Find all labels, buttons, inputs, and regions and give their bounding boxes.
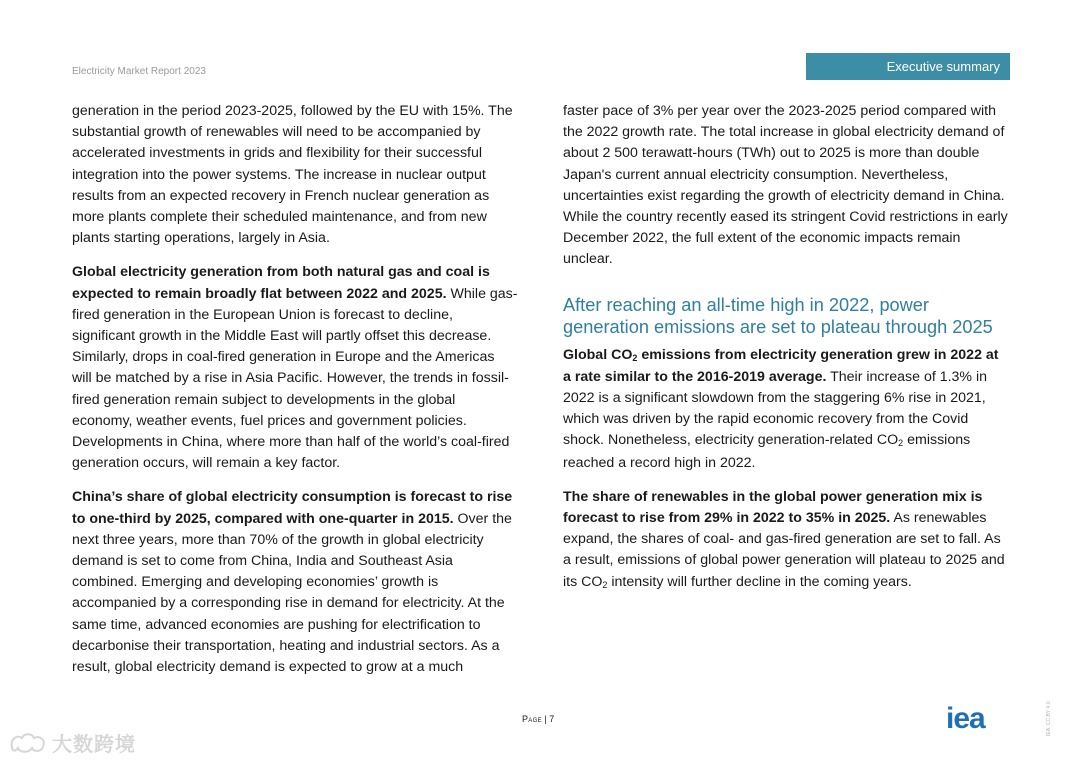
watermark-text: 大数跨境	[52, 734, 136, 756]
right-p3-bold: The share of renewables in the global power generation mix is forecast to rise from 29% in 2022 to 35% in 2025.	[563, 488, 983, 527]
right-p3-text: As renewables expand, the shares of coal- and gas-fired generation are set to fall. As a result, emissions of global power generation will plateau to 2025 and its CO	[563, 510, 1005, 590]
right-paragraph-1	[563, 101, 1009, 271]
left-p1-text: generation in the period 2023-2025, followed by the EU with 15%. The substantial growth of renewables will need to be accompanied by accelerated investments in grids and flexibility for their successful integration into the power systems. The increase in nuclear output results from an expected recovery in French nuclear generation as more plants complete their scheduled maintenance, and from new plants starting operations, largely in Asia.	[72, 103, 513, 247]
right-paragraph-3: The share of renewables in the global power generation mix is forecast to rise from 29% in 2022 to 35% in 2025. As renewables expand, the shares of coal- and gas-fired generation are set to fall. As a result, emissions of global power generation will plateau to 2025 and its $CO_2$ intensity will further decline in the coming years.	[563, 488, 1005, 590]
report-title: Electricity Market Report 2023	[72, 66, 206, 77]
left-column	[72, 101, 518, 691]
right-p1-text: faster pace of 3% per year over the 2023-2025 period compared with the 2022 growth rate. The total increase in global electricity demand of about 2 500 terawatt-hours (TWh) out to 2025 is more than double Japan's current annual electricity consumption. Nevertheless, uncertainties exist regarding the growth of electricity demand in China. While the country recently eased its stringent Covid restrictions in early December 2022, the full extent of the economic impacts remain unclear.	[563, 103, 1008, 268]
page-number-value: 7	[549, 714, 555, 724]
left-p3-text: Over the next three years, more than 70% of the growth in global electricity demand is set to come from China, India and Southeast Asia combined. Emerging and developing economies’ growth is accompanied by a corresponding rise in demand for electricity. At the same time, advanced economies are pushing for electrification to decarbonise their transportation, heating and industrial sectors. As a result, global electricity demand is expected to grow at a much	[72, 510, 512, 676]
left-paragraph-2	[72, 262, 518, 474]
right-paragraph-2: Global $CO_2$ emissions from electricity generation grew in 2022 at a rate similar to the 2016-2019 average. Their increase of 1.3% in 2022 is a significant slowdown from the staggering 6% rise in 2021, which was driven by the rapid economic recovery from the Covid shock. Nonetheless, electricity generation-related $CO_2$ emissions reached a record high in 2022.	[563, 346, 999, 471]
page-label: Page	[522, 714, 542, 724]
watermark	[8, 728, 136, 757]
iea-logo-icon	[946, 704, 1008, 732]
right-p2-bold: Global $CO_2$ emissions from electricity generation grew in 2022 at a rate similar to the 2016-2019 average.	[563, 346, 999, 385]
svg-text:iea: iea	[946, 704, 985, 732]
left-p2-bold: Global electricity generation from both natural gas and coal is expected to remain broadly flat between 2022 and 2025.	[72, 264, 490, 302]
right-p2-text: Their increase of 1.3% in 2022 is a significant slowdown from the staggering 6% rise in 2021, which was driven by the rapid economic recovery from the Covid shock. Nonetheless, electricity generation-related CO	[563, 368, 988, 449]
left-p3-bold: China’s share of global electricity consumption is forecast to rise to one-third by 2025, compared with one-quarter in 2015.	[72, 489, 513, 527]
left-paragraph-3	[72, 487, 518, 678]
section-heading: After reaching an all-time high in 2022, power generation emissions are set to plateau through 2025	[563, 294, 993, 338]
license-text: IEA. CC BY 4.0.	[1046, 700, 1052, 736]
section-tab: Executive summary	[806, 53, 1010, 80]
page-number: Page | 7	[522, 714, 555, 724]
left-p2-text: While gas-fired generation in the European Union is forecast to decline, significant growth in the Middle East will partly offset this decrease. Similarly, drops in coal-fired generation in Europe and the Americas will be matched by a rise in Asia Pacific. However, the trends in fossil-fired generation remain subject to developments in the global economy, weather events, fuel prices and government policies. Developments in China, where more than half of the world’s coal-fired generation occurs, will remain a key factor.	[72, 285, 518, 472]
watermark-logo-icon	[8, 730, 48, 756]
left-paragraph-1	[72, 101, 518, 249]
right-column	[563, 101, 1009, 607]
